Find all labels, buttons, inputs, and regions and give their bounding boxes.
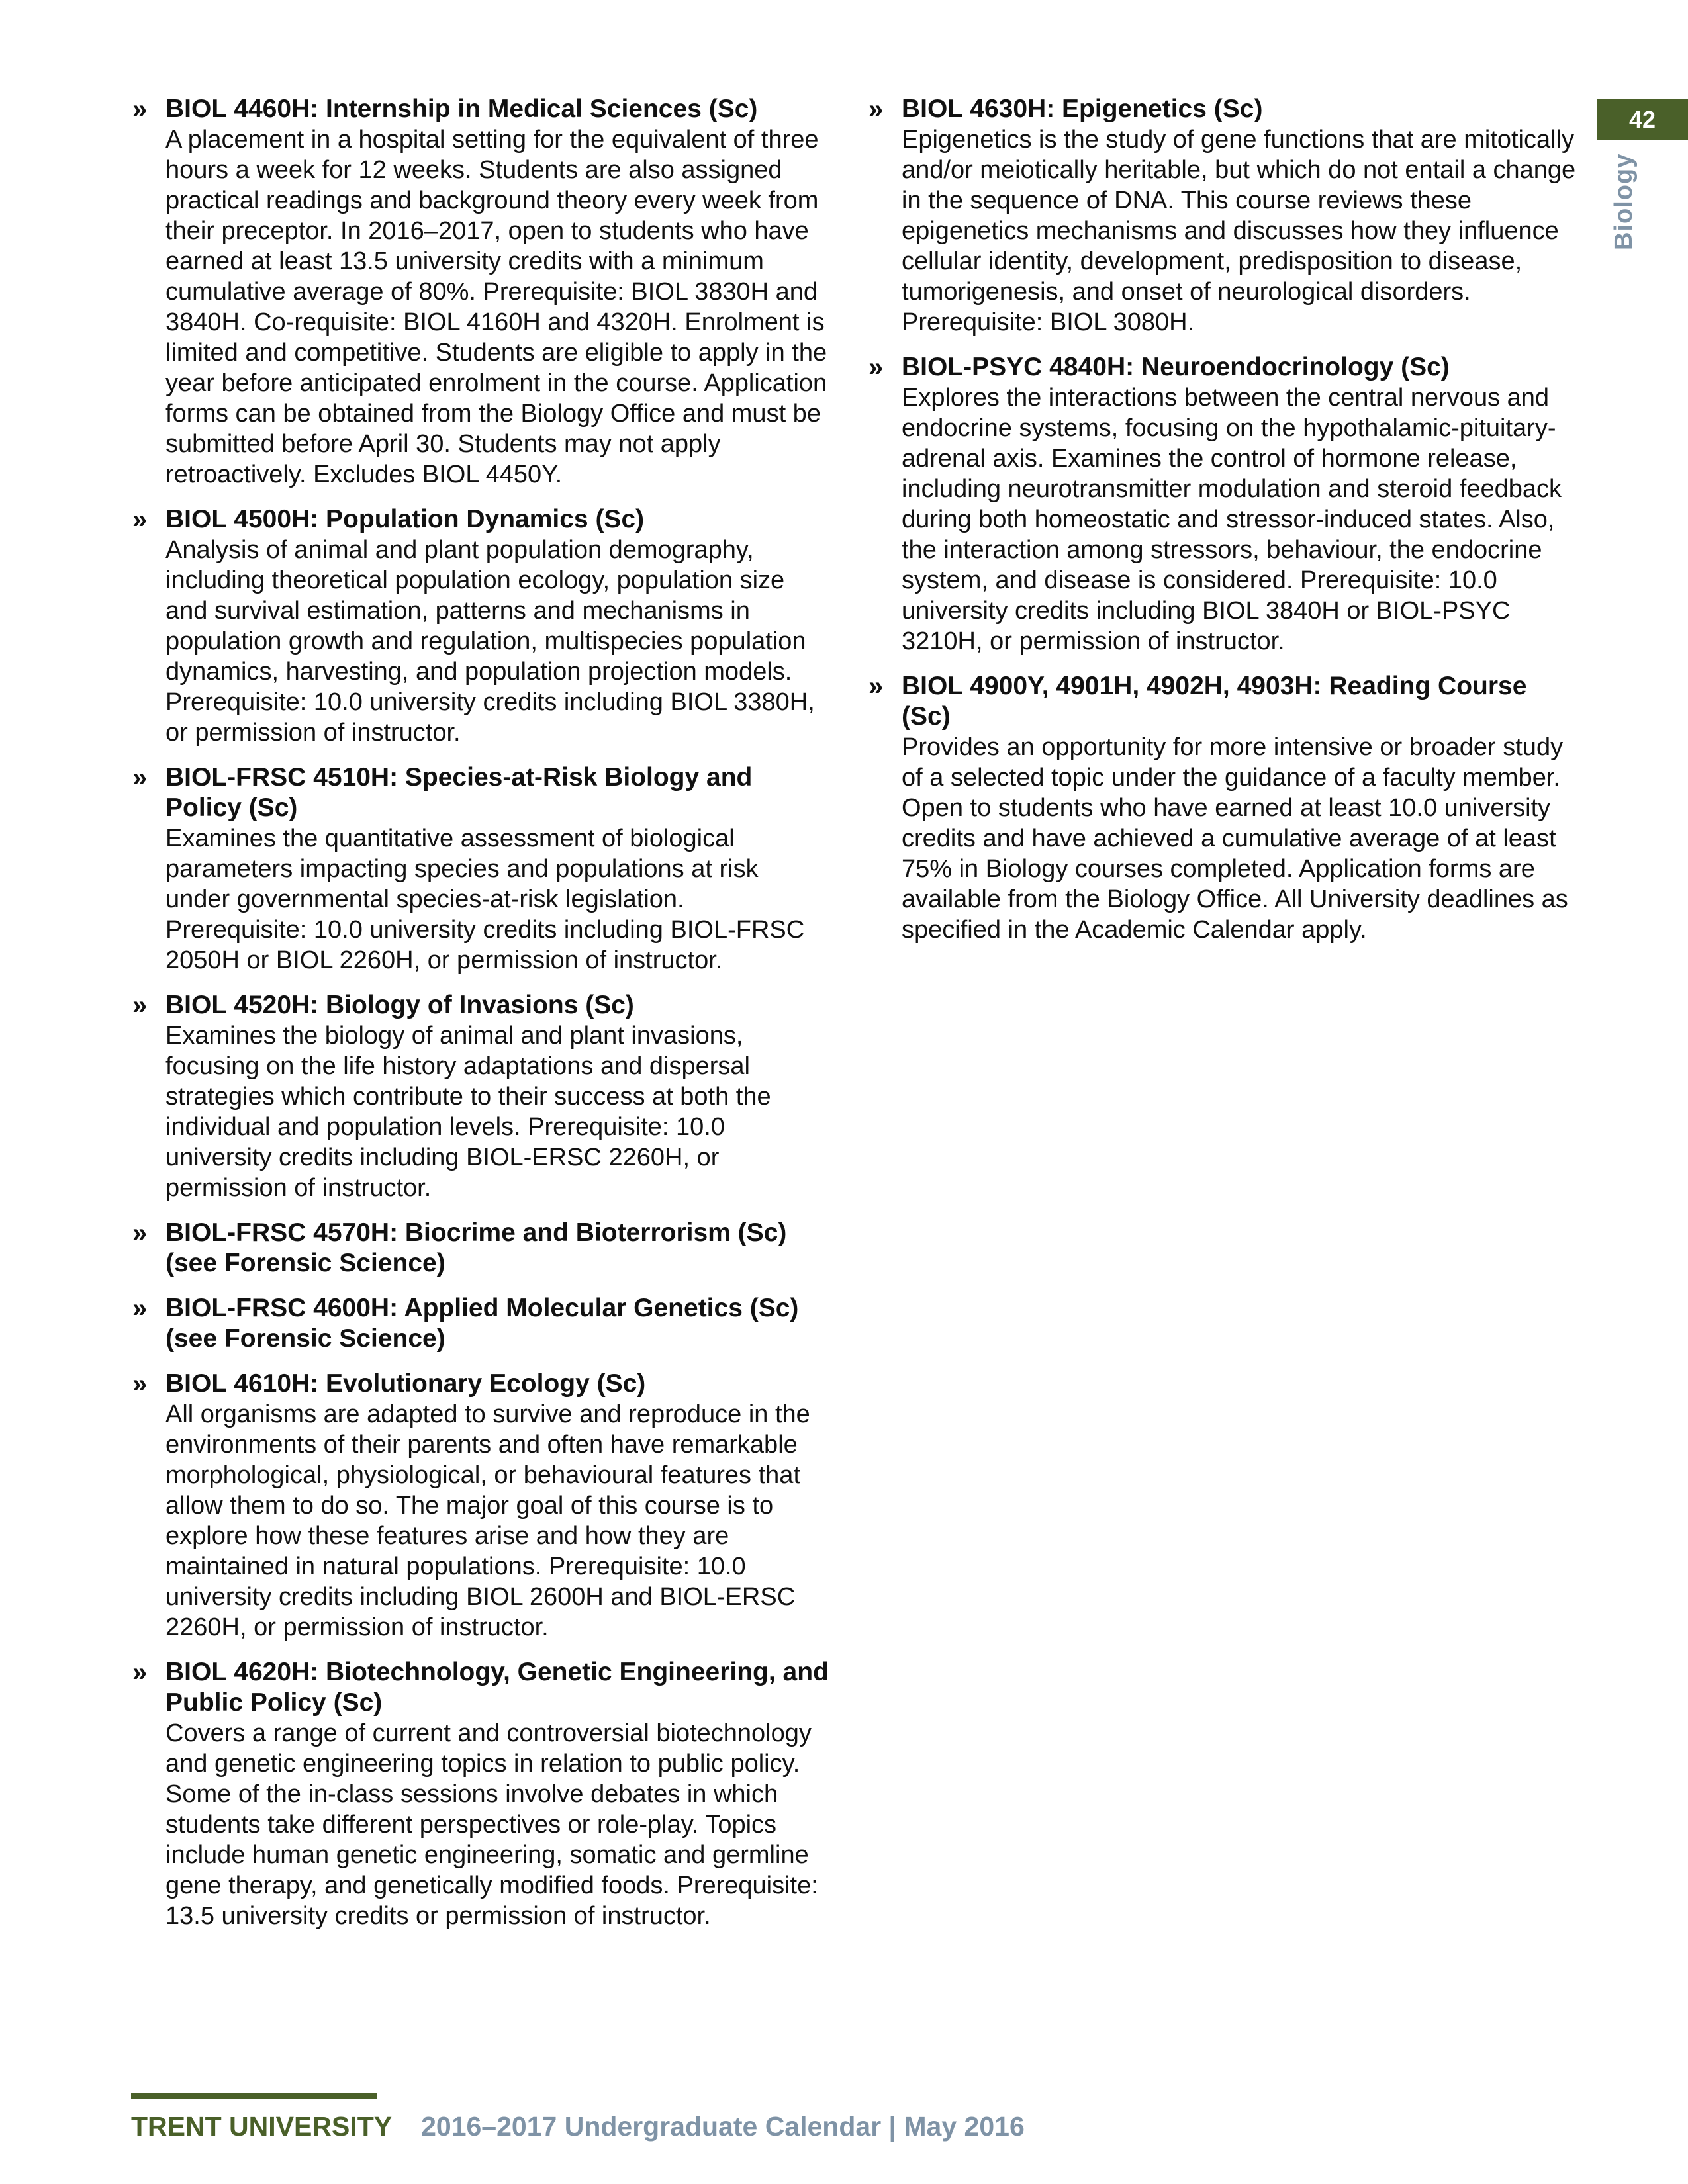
course-description: Explores the interactions between the central nervous and endocrine systems, focusing on the hypothalamic-pituitary-adrenal axis. Examines the control of hormone release, including neurotransmitter modulation and steroid feedback during both homeostatic and stressor-induced states. Also, the interaction among stressors, behaviour, the endocrine system, and disease is considered. Prerequisite: 10.0 university credits including BIOL 3840H or BIOL-PSYC 3210H, or permission of instructor. <box>902 384 1562 655</box>
course-title: BIOL-PSYC 4840H: Neuroendocrinology (Sc) <box>902 353 1450 381</box>
footer-university: TRENT UNIVERSITY <box>131 2111 393 2142</box>
bullet-icon: » <box>868 95 884 124</box>
bullet-icon: » <box>132 1369 148 1398</box>
course-description: Analysis of animal and plant population demography, including theoretical population ecology, population size and survival estimation, patterns and mechanisms in population growth and regulation, multispecies population dynamics, harvesting, and population projection models. Prerequisite: 10.0 university credits including BIOL 3380H, or permission of instructor. <box>165 536 815 747</box>
bullet-icon: » <box>132 991 148 1020</box>
course-title: BIOL-FRSC 4570H: Biocrime and Bioterrorism (Sc) (see Forensic Science) <box>165 1218 787 1277</box>
course-entry <box>127 504 829 748</box>
footer-rule <box>131 2093 377 2099</box>
course-entry <box>127 762 829 976</box>
bullet-icon: » <box>132 763 148 792</box>
course-title: BIOL 4620H: Biotechnology, Genetic Engineering, and Public Policy (Sc) <box>165 1658 829 1717</box>
course-title: BIOL 4500H: Population Dynamics (Sc) <box>165 505 645 533</box>
course-description: Covers a range of current and controversial biotechnology and genetic engineering topics in relation to public policy. Some of the in-class sessions involve debates in which students take different perspectives or role-play. Topics include human genetic engineering, somatic and germline gene therapy, and genetically modified foods. Prerequisite: 13.5 university credits or permission of instructor. <box>165 1719 818 1930</box>
page-number-badge: 42 <box>1597 99 1688 140</box>
course-description: Examines the biology of animal and plant invasions, focusing on the life history adaptations and dispersal strategies which contribute to their success at both the individual and population levels. Prerequisite: 10.0 university credits including BIOL-ERSC 2260H, or permission of instructor. <box>165 1022 771 1202</box>
bullet-icon: » <box>132 1658 148 1687</box>
bullet-icon: » <box>132 505 148 534</box>
course-entry <box>127 1218 829 1279</box>
course-description: All organisms are adapted to survive and reproduce in the environments of their parents and often have remarkable morphological, physiological, or behavioural features that allow them to do so. The major goal of this course is to explore how these features arise and how they are maintained in natural populations. Prerequisite: 10.0 university credits including BIOL 2600H and BIOL-ERSC 2260H, or permission of instructor. <box>165 1400 810 1641</box>
right-column <box>863 94 1578 960</box>
course-entry <box>127 94 829 490</box>
course-title: BIOL-FRSC 4510H: Species-at-Risk Biology and Policy (Sc) <box>165 763 753 822</box>
footer <box>131 2111 1025 2142</box>
course-description: Provides an opportunity for more intensive or broader study of a selected topic under the guidance of a faculty member. Open to students who have earned at least 10.0 university credits and have achieved a cumulative average of at least 75% in Biology courses completed. Application forms are available from the Biology Office. All University deadlines as specified in the Academic Calendar apply. <box>902 733 1568 944</box>
course-title: BIOL 4900Y, 4901H, 4902H, 4903H: Reading Course (Sc) <box>902 672 1527 731</box>
course-description: Epigenetics is the study of gene functions that are mitotically and/or meiotically heritable, but which do not entail a change in the sequence of DNA. This course reviews these epigenetics mechanisms and discusses how they influence cellular identity, development, predisposition to disease, tumorigenesis, and onset of neurological disorders. Prerequisite: BIOL 3080H. <box>902 126 1576 336</box>
course-title: BIOL 4610H: Evolutionary Ecology (Sc) <box>165 1369 646 1398</box>
bullet-icon: » <box>132 95 148 124</box>
course-entry <box>127 1369 829 1643</box>
course-title: BIOL-FRSC 4600H: Applied Molecular Genetics (Sc) (see Forensic Science) <box>165 1294 799 1353</box>
course-entry <box>863 94 1578 338</box>
course-entry <box>863 671 1578 945</box>
section-label: Biology <box>1610 153 1638 250</box>
course-entry <box>863 352 1578 657</box>
course-entry <box>127 990 829 1203</box>
course-title: BIOL 4460H: Internship in Medical Sciences (Sc) <box>165 95 758 123</box>
bullet-icon: » <box>132 1294 148 1323</box>
bullet-icon: » <box>868 672 884 701</box>
bullet-icon: » <box>132 1218 148 1248</box>
course-description: A placement in a hospital setting for the equivalent of three hours a week for 12 weeks. Students are also assigned practical readings and background theory every week from their preceptor. In 2016–2017, open to students who have earned at least 13.5 university credits with a minimum cumulative average of 80%. Prerequisite: BIOL 3830H and 3840H. Co-requisite: BIOL 4160H and 4320H. Enrolment is limited and competitive. Students are eligible to apply in the year before anticipated enrolment in the course. Application forms can be obtained from the Biology Office and must be submitted before April 30. Students may not apply retroactively. Excludes BIOL 4450Y. <box>165 126 827 488</box>
course-description: Examines the quantitative assessment of biological parameters impacting species and populations at risk under governmental species-at-risk legislation. Prerequisite: 10.0 university credits including BIOL-FRSC 2050H or BIOL 2260H, or permission of instructor. <box>165 825 805 974</box>
bullet-icon: » <box>868 353 884 382</box>
left-column <box>127 94 829 1946</box>
course-entry <box>127 1293 829 1354</box>
course-title: BIOL 4630H: Epigenetics (Sc) <box>902 95 1263 123</box>
course-title: BIOL 4520H: Biology of Invasions (Sc) <box>165 991 634 1019</box>
course-entry <box>127 1657 829 1931</box>
footer-calendar: 2016–2017 Undergraduate Calendar | May 2016 <box>421 2111 1025 2142</box>
